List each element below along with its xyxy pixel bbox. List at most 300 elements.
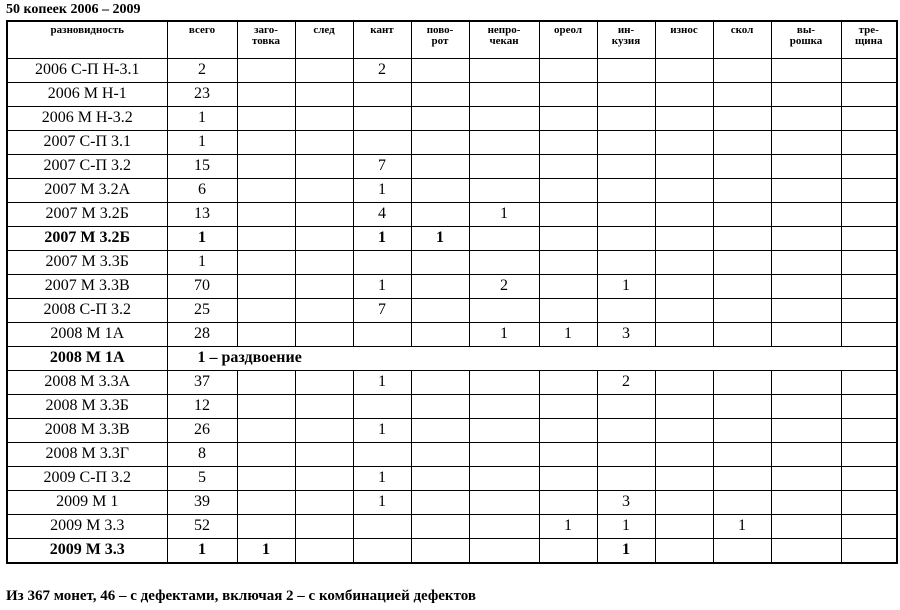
table-row xyxy=(7,442,897,466)
variety-cell: 2009 М 3.3 xyxy=(7,514,167,538)
table-cell xyxy=(411,250,469,274)
table-cell xyxy=(539,370,597,394)
page-title: 50 копеек 2006 – 2009 xyxy=(6,2,141,17)
table-row xyxy=(7,202,897,226)
table-cell xyxy=(469,418,539,442)
table-cell xyxy=(295,250,353,274)
table-cell xyxy=(713,490,771,514)
table-cell: 1 xyxy=(597,538,655,563)
table-cell: 1 xyxy=(353,226,411,250)
table-row xyxy=(7,154,897,178)
table-cell xyxy=(237,226,295,250)
table-cell: 1 xyxy=(469,202,539,226)
table-cell xyxy=(411,298,469,322)
table-cell xyxy=(771,418,841,442)
table-cell xyxy=(655,394,713,418)
row-note: 1 – раздвоение xyxy=(167,346,897,370)
table-cell xyxy=(469,250,539,274)
table-cell xyxy=(469,370,539,394)
table-cell xyxy=(411,106,469,130)
table-cell xyxy=(713,106,771,130)
table-cell xyxy=(411,370,469,394)
table-cell xyxy=(237,82,295,106)
table-cell xyxy=(539,130,597,154)
table-row xyxy=(7,82,897,106)
table-cell xyxy=(841,538,897,563)
table-cell: 25 xyxy=(167,298,237,322)
table-cell xyxy=(539,226,597,250)
variety-cell: 2007 С-П 3.2 xyxy=(7,154,167,178)
table-cell xyxy=(771,466,841,490)
column-header: пово- рот xyxy=(411,21,469,58)
table-cell xyxy=(597,250,655,274)
table-cell xyxy=(237,106,295,130)
table-cell: 23 xyxy=(167,82,237,106)
table-cell: 2 xyxy=(353,58,411,82)
table-cell xyxy=(539,394,597,418)
variety-cell: 2006 С-П Н-3.1 xyxy=(7,58,167,82)
table-cell xyxy=(713,418,771,442)
table-cell xyxy=(771,58,841,82)
table-row xyxy=(7,298,897,322)
table-cell xyxy=(713,130,771,154)
table-cell: 15 xyxy=(167,154,237,178)
table-cell xyxy=(539,202,597,226)
table-row xyxy=(7,250,897,274)
table-cell xyxy=(713,298,771,322)
table-cell xyxy=(237,178,295,202)
table-cell xyxy=(411,154,469,178)
table-cell: 1 xyxy=(167,250,237,274)
table-cell xyxy=(841,226,897,250)
table-cell xyxy=(597,178,655,202)
table-cell xyxy=(597,130,655,154)
table-cell xyxy=(469,442,539,466)
table-cell xyxy=(353,538,411,563)
column-header: скол xyxy=(713,21,771,58)
table-cell xyxy=(411,418,469,442)
table-cell xyxy=(713,538,771,563)
table-cell xyxy=(655,178,713,202)
table-cell xyxy=(237,274,295,298)
table-row xyxy=(7,274,897,298)
table-cell xyxy=(237,322,295,346)
table-cell xyxy=(655,538,713,563)
table-cell xyxy=(539,58,597,82)
table-cell xyxy=(771,274,841,298)
table-cell xyxy=(295,106,353,130)
table-cell xyxy=(597,442,655,466)
table-row xyxy=(7,514,897,538)
table-cell xyxy=(539,538,597,563)
column-header: ореол xyxy=(539,21,597,58)
table-cell xyxy=(771,154,841,178)
table-cell xyxy=(295,58,353,82)
table-cell xyxy=(771,106,841,130)
table-cell xyxy=(655,322,713,346)
table-cell xyxy=(597,82,655,106)
column-header: разновидность xyxy=(7,21,167,58)
table-row xyxy=(7,130,897,154)
table-cell xyxy=(295,274,353,298)
table-row xyxy=(7,106,897,130)
table-cell xyxy=(295,154,353,178)
defects-table xyxy=(6,20,898,564)
table-cell xyxy=(237,466,295,490)
table-cell: 1 xyxy=(353,370,411,394)
variety-cell: 2009 М 1 xyxy=(7,490,167,514)
table-row xyxy=(7,178,897,202)
column-header: износ xyxy=(655,21,713,58)
table-cell xyxy=(295,394,353,418)
table-cell: 39 xyxy=(167,490,237,514)
table-cell xyxy=(713,394,771,418)
table-cell: 1 xyxy=(597,274,655,298)
table-cell: 1 xyxy=(237,538,295,563)
table-cell xyxy=(469,178,539,202)
table-cell xyxy=(237,418,295,442)
table-cell xyxy=(469,226,539,250)
table-cell: 1 xyxy=(353,274,411,298)
table-cell xyxy=(655,514,713,538)
table-cell: 2 xyxy=(597,370,655,394)
table-cell: 2 xyxy=(167,58,237,82)
table-cell xyxy=(353,130,411,154)
table-cell xyxy=(597,226,655,250)
table-cell xyxy=(841,250,897,274)
variety-cell: 2009 С-П 3.2 xyxy=(7,466,167,490)
table-cell xyxy=(539,250,597,274)
table-row xyxy=(7,226,897,250)
table-cell xyxy=(655,442,713,466)
table-cell xyxy=(237,370,295,394)
table-cell xyxy=(597,418,655,442)
variety-cell: 2008 М 1А xyxy=(7,346,167,370)
table-cell xyxy=(411,514,469,538)
column-header: след xyxy=(295,21,353,58)
variety-cell: 2007 М 3.3В xyxy=(7,274,167,298)
table-cell xyxy=(539,298,597,322)
table-cell xyxy=(713,274,771,298)
variety-cell: 2006 М Н-3.2 xyxy=(7,106,167,130)
table-cell xyxy=(713,250,771,274)
table-cell xyxy=(655,58,713,82)
table-row xyxy=(7,58,897,82)
variety-cell: 2007 М 3.3Б xyxy=(7,250,167,274)
table-row xyxy=(7,418,897,442)
variety-cell: 2008 М 3.3В xyxy=(7,418,167,442)
table-cell xyxy=(771,370,841,394)
table-cell xyxy=(841,154,897,178)
table-cell xyxy=(411,466,469,490)
table-cell: 37 xyxy=(167,370,237,394)
table-row xyxy=(7,346,897,370)
variety-cell: 2009 М 3.3 xyxy=(7,538,167,563)
summary-footer: Из 367 монет, 46 – с дефектами, включая 2 – с комбинацией дефектов xyxy=(6,588,476,604)
variety-cell: 2007 М 3.2Б xyxy=(7,202,167,226)
table-cell xyxy=(713,82,771,106)
table-cell: 3 xyxy=(597,322,655,346)
table-cell xyxy=(771,82,841,106)
table-cell xyxy=(841,514,897,538)
table-cell xyxy=(295,490,353,514)
table-cell xyxy=(713,202,771,226)
table-cell: 1 xyxy=(539,322,597,346)
table-cell xyxy=(713,154,771,178)
table-cell: 1 xyxy=(469,322,539,346)
table-cell xyxy=(469,130,539,154)
table-cell xyxy=(771,322,841,346)
table-cell xyxy=(411,274,469,298)
table-cell: 6 xyxy=(167,178,237,202)
table-cell xyxy=(771,250,841,274)
variety-cell: 2007 М 3.2А xyxy=(7,178,167,202)
table-cell xyxy=(655,298,713,322)
table-cell xyxy=(295,442,353,466)
table-cell xyxy=(295,298,353,322)
table-cell xyxy=(539,442,597,466)
table-cell xyxy=(353,514,411,538)
table-cell xyxy=(237,154,295,178)
table-cell xyxy=(353,82,411,106)
table-cell xyxy=(841,82,897,106)
table-cell: 1 xyxy=(167,106,237,130)
table-cell xyxy=(411,58,469,82)
table-cell xyxy=(771,490,841,514)
table-cell xyxy=(237,250,295,274)
table-cell xyxy=(237,130,295,154)
table-cell xyxy=(295,322,353,346)
table-row xyxy=(7,322,897,346)
table-cell: 12 xyxy=(167,394,237,418)
variety-cell: 2008 М 3.3Б xyxy=(7,394,167,418)
table-cell xyxy=(237,442,295,466)
variety-cell: 2007 М 3.2Б xyxy=(7,226,167,250)
table-cell: 5 xyxy=(167,466,237,490)
table-cell xyxy=(237,514,295,538)
table-cell xyxy=(237,394,295,418)
table-cell xyxy=(771,178,841,202)
table-cell xyxy=(353,442,411,466)
table-cell xyxy=(713,58,771,82)
table-cell xyxy=(655,106,713,130)
table-cell xyxy=(295,82,353,106)
table-body xyxy=(7,58,897,563)
table-row xyxy=(7,466,897,490)
table-cell xyxy=(841,274,897,298)
table-cell xyxy=(655,250,713,274)
table-cell xyxy=(713,322,771,346)
table-cell: 13 xyxy=(167,202,237,226)
table-cell: 1 xyxy=(539,514,597,538)
table-cell xyxy=(539,178,597,202)
table-cell xyxy=(597,466,655,490)
table-cell xyxy=(469,82,539,106)
table-cell xyxy=(295,130,353,154)
table-cell: 2 xyxy=(469,274,539,298)
table-cell xyxy=(237,298,295,322)
table-cell xyxy=(713,442,771,466)
table-row xyxy=(7,394,897,418)
table-cell xyxy=(771,226,841,250)
table-cell xyxy=(655,418,713,442)
table-cell xyxy=(655,370,713,394)
table-cell xyxy=(655,82,713,106)
column-header: кант xyxy=(353,21,411,58)
table-cell: 1 xyxy=(713,514,771,538)
table-cell xyxy=(841,130,897,154)
table-cell xyxy=(411,394,469,418)
table-cell: 8 xyxy=(167,442,237,466)
variety-cell: 2007 С-П 3.1 xyxy=(7,130,167,154)
variety-cell: 2006 М Н-1 xyxy=(7,82,167,106)
table-cell xyxy=(841,394,897,418)
column-header: заго- товка xyxy=(237,21,295,58)
table-cell xyxy=(539,154,597,178)
table-cell xyxy=(655,274,713,298)
table-cell xyxy=(771,394,841,418)
table-cell xyxy=(411,82,469,106)
table-cell xyxy=(411,130,469,154)
table-cell xyxy=(771,442,841,466)
table-cell xyxy=(353,250,411,274)
table-cell: 1 xyxy=(353,490,411,514)
table-cell xyxy=(469,58,539,82)
table-cell xyxy=(295,178,353,202)
table-cell xyxy=(771,514,841,538)
variety-cell: 2008 М 3.3Г xyxy=(7,442,167,466)
table-row xyxy=(7,538,897,563)
table-cell xyxy=(655,202,713,226)
table-cell xyxy=(295,538,353,563)
table-cell: 1 xyxy=(353,178,411,202)
table-cell: 1 xyxy=(167,130,237,154)
column-header: вы- рошка xyxy=(771,21,841,58)
table-cell xyxy=(841,202,897,226)
table-cell: 1 xyxy=(167,538,237,563)
table-cell xyxy=(411,202,469,226)
table-header-row xyxy=(7,21,897,58)
table-cell xyxy=(469,154,539,178)
table-cell xyxy=(295,466,353,490)
table-cell xyxy=(597,394,655,418)
table-cell xyxy=(539,106,597,130)
column-header: всего xyxy=(167,21,237,58)
table-cell xyxy=(771,298,841,322)
table-cell xyxy=(713,466,771,490)
table-cell xyxy=(841,370,897,394)
table-cell xyxy=(411,490,469,514)
table-cell xyxy=(655,466,713,490)
table-cell: 26 xyxy=(167,418,237,442)
table-cell xyxy=(655,130,713,154)
column-header: непро- чекан xyxy=(469,21,539,58)
table-cell xyxy=(469,466,539,490)
table-cell xyxy=(295,514,353,538)
table-cell xyxy=(655,154,713,178)
table-cell xyxy=(469,538,539,563)
table-cell xyxy=(237,490,295,514)
table-cell xyxy=(841,466,897,490)
table-cell xyxy=(539,418,597,442)
table-cell xyxy=(411,178,469,202)
table-cell xyxy=(771,202,841,226)
table-cell xyxy=(469,298,539,322)
table-cell xyxy=(597,298,655,322)
table-cell xyxy=(469,514,539,538)
table-cell xyxy=(539,490,597,514)
table-cell xyxy=(771,130,841,154)
table-cell xyxy=(295,226,353,250)
table-cell xyxy=(353,106,411,130)
table-cell xyxy=(841,298,897,322)
table-row xyxy=(7,490,897,514)
table-cell xyxy=(655,226,713,250)
table-cell: 52 xyxy=(167,514,237,538)
variety-cell: 2008 С-П 3.2 xyxy=(7,298,167,322)
table-cell xyxy=(411,538,469,563)
table-cell: 1 xyxy=(411,226,469,250)
table-cell xyxy=(713,178,771,202)
table-cell xyxy=(841,106,897,130)
table-cell: 7 xyxy=(353,154,411,178)
table-cell xyxy=(841,178,897,202)
table-cell: 7 xyxy=(353,298,411,322)
table-cell xyxy=(353,322,411,346)
table-cell xyxy=(469,106,539,130)
variety-cell: 2008 М 1А xyxy=(7,322,167,346)
table-cell: 1 xyxy=(353,418,411,442)
table-cell xyxy=(539,82,597,106)
table-cell: 70 xyxy=(167,274,237,298)
table-cell xyxy=(539,466,597,490)
table-cell xyxy=(237,58,295,82)
table-cell xyxy=(295,370,353,394)
table-row xyxy=(7,370,897,394)
table-cell: 4 xyxy=(353,202,411,226)
table-cell xyxy=(539,274,597,298)
table-cell xyxy=(841,442,897,466)
table-cell xyxy=(469,394,539,418)
table-cell: 28 xyxy=(167,322,237,346)
table-cell xyxy=(353,394,411,418)
table-cell xyxy=(597,202,655,226)
table-cell: 1 xyxy=(353,466,411,490)
table-cell xyxy=(713,370,771,394)
table-cell xyxy=(841,490,897,514)
table-cell xyxy=(469,490,539,514)
table-cell xyxy=(655,490,713,514)
table-cell: 1 xyxy=(597,514,655,538)
table-cell xyxy=(411,442,469,466)
table-cell xyxy=(411,322,469,346)
table-cell xyxy=(841,322,897,346)
table-cell xyxy=(713,226,771,250)
column-header: ин- кузия xyxy=(597,21,655,58)
table-cell xyxy=(295,418,353,442)
table-cell xyxy=(841,58,897,82)
table-cell xyxy=(841,418,897,442)
table-cell xyxy=(771,538,841,563)
column-header: тре- щина xyxy=(841,21,897,58)
table-cell xyxy=(597,154,655,178)
table-cell xyxy=(597,58,655,82)
table-cell: 1 xyxy=(167,226,237,250)
table-cell: 3 xyxy=(597,490,655,514)
table-cell xyxy=(237,202,295,226)
variety-cell: 2008 М 3.3А xyxy=(7,370,167,394)
table-cell xyxy=(295,202,353,226)
